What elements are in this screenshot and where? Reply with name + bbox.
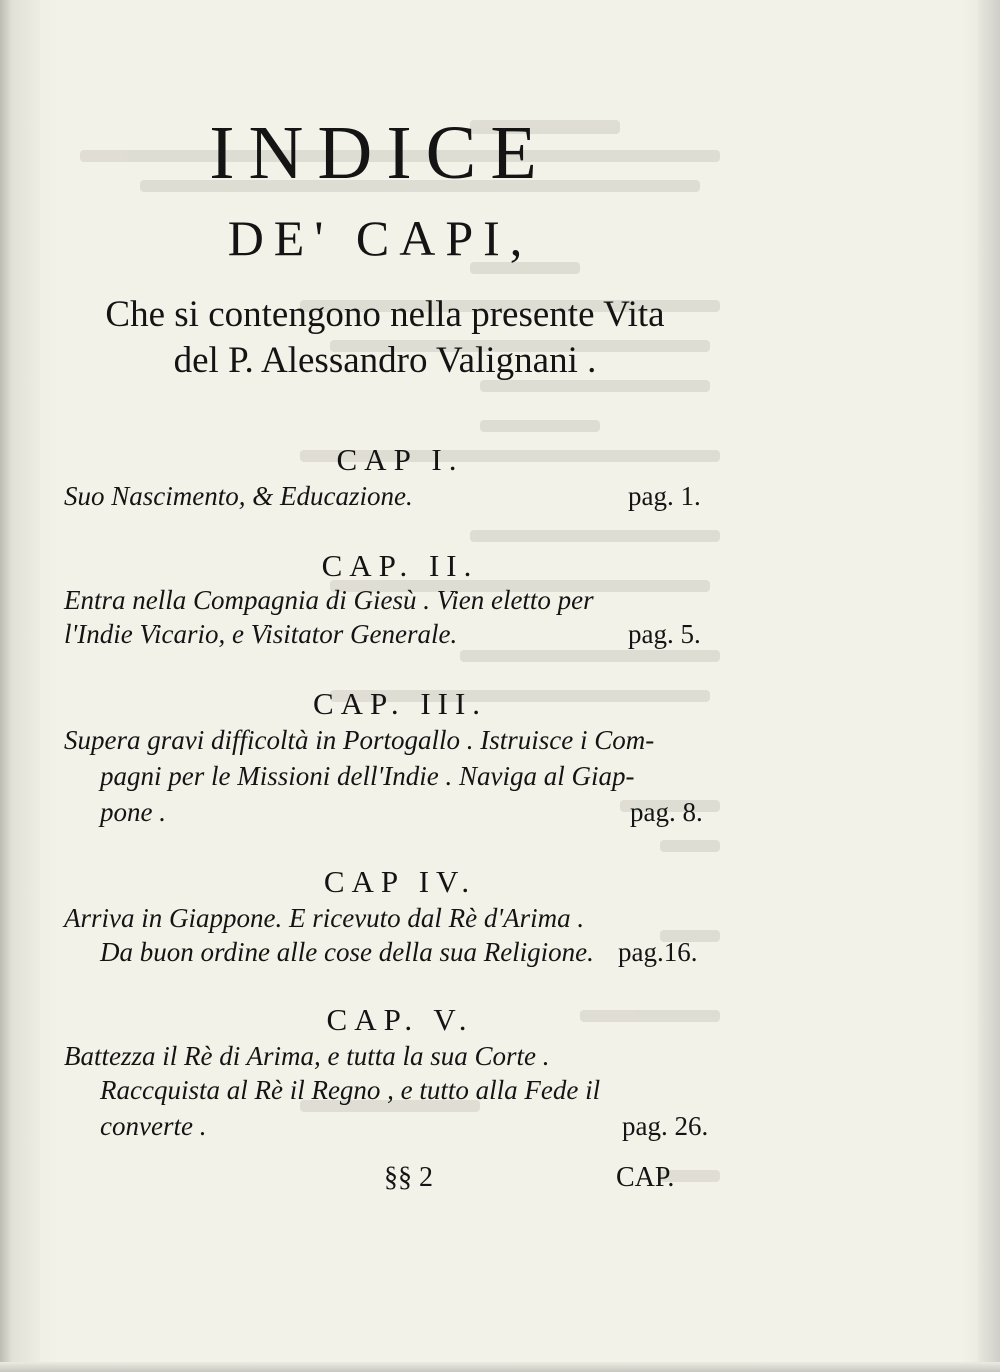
chapter-heading-4: CAP IV. [323, 864, 477, 899]
chapter-2-line-1: Entra nella Compagnia di Giesù . Vien eletto per [64, 585, 594, 615]
chapter-4-line-1: Arriva in Giappone. E ricevuto dal Rè d'Arima . [64, 903, 585, 933]
chapter-heading-5: CAP. V. [326, 1002, 474, 1037]
chapter-5-line-2: Raccquista al Rè il Regno , e tutto alla Fede il [100, 1075, 601, 1105]
chapter-3-page: pag. 8. [630, 797, 703, 827]
index-title: INDICE [209, 111, 551, 195]
intro-line-1: Che si contengono nella presente Vita [105, 294, 665, 335]
chapter-5-line-3: converte . [100, 1111, 207, 1141]
intro-text [40, 292, 730, 384]
chapter-4-page: pag.16. [618, 937, 698, 967]
chapter-2-line-2: l'Indie Vicario, e Visitator Generale. [64, 619, 458, 649]
chapter-5-page: pag. 26. [622, 1111, 709, 1141]
chapter-1-line-1: Suo Nascimento, & Educazione. [64, 481, 413, 511]
signature-mark: §§ 2 [384, 1162, 433, 1193]
index-subtitle: DE' CAPI, [227, 210, 533, 266]
chapter-3-line-1: Supera gravi difficoltà in Portogallo . Istruisce i Com- [64, 725, 655, 755]
catchword: CAP. [616, 1162, 675, 1193]
chapter-3-line-3: pone . [100, 797, 166, 827]
chapter-4-line-2: Da buon ordine alle cose della sua Religione. [100, 937, 594, 967]
chapter-5-line-1: Battezza il Rè di Arima, e tutta la sua Corte . [64, 1041, 550, 1071]
chapter-2-page: pag. 5. [628, 619, 701, 649]
intro-line-2: del P. Alessandro Valignani . [173, 340, 597, 381]
chapter-heading-2: CAP. II. [321, 548, 479, 583]
chapter-heading-3: CAP. III. [312, 686, 488, 721]
chapter-1-page: pag. 1. [628, 481, 701, 511]
chapter-3-line-2: pagni per le Missioni dell'Indie . Naviga al Giap- [100, 761, 635, 791]
chapter-heading-1: CAP I. [336, 442, 464, 477]
